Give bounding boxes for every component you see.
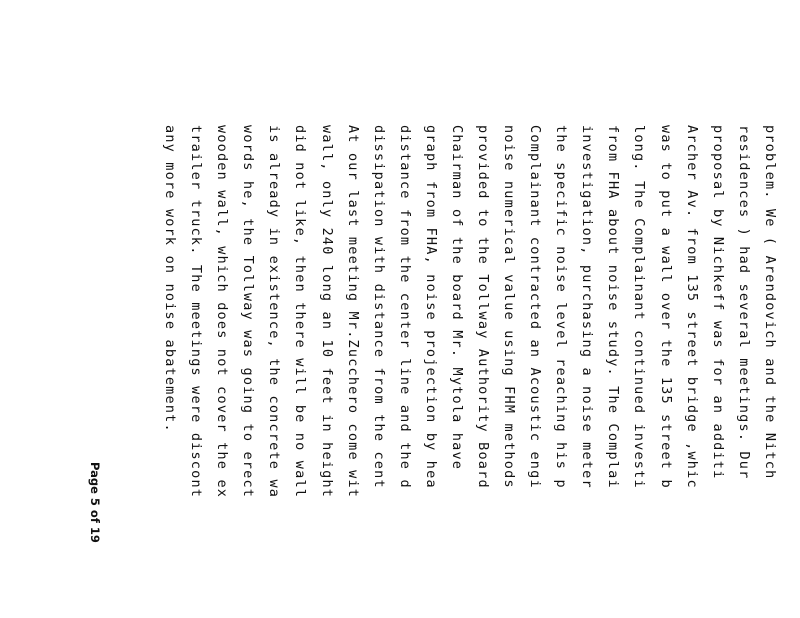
text-line: Complainant contracted an Acoustic engi	[527, 125, 543, 489]
text-line: words he, the Tollway was going to erect	[240, 125, 256, 499]
text-line: was to put a wall over the 135 street b	[658, 125, 674, 489]
text-line: wall, only 240 long an 10 feet in height	[319, 125, 335, 499]
text-line: did not like, then there will be no wall	[292, 125, 308, 499]
text-line: investigation, purchasing a noise meter	[579, 125, 595, 489]
text-line: proposal by Nichkeff was for an additi	[710, 125, 726, 480]
text-line: Chairman of the board Mr. Mytola have	[449, 125, 465, 471]
text-line: any more work on noise abatement.	[162, 125, 178, 433]
text-line: the specific noise level reaching his p	[553, 125, 569, 489]
text-line: from FHA about noise study. The Complai	[605, 125, 621, 489]
text-line: Archer Av. from 135 street bridge ,whic	[684, 125, 700, 489]
text-line: graph from FHA, noise projection by hea	[423, 125, 439, 489]
text-line: problem. We ( Arendovich and the Nitch	[762, 125, 778, 480]
text-line: trailer truck. The meetings were discont	[188, 125, 204, 499]
text-line: dissipation with distance from the cent	[371, 125, 387, 489]
text-line: distance from the center line and the d	[397, 125, 413, 489]
text-line: long. The Complainant continued investi	[631, 125, 647, 489]
text-line: At our last meeting Mr.Zucchero come wit	[345, 125, 361, 499]
text-line: noise numerical value using FHM methods	[501, 125, 517, 489]
text-line: residences ) had several meetings. Dur	[736, 125, 752, 480]
page-number: Page 5 of 19	[88, 462, 102, 543]
text-line: is already in existence, the concrete wa	[266, 125, 282, 499]
text-line: wooden wall, which does not cover the ex	[214, 125, 230, 499]
text-line: provided to the Tollway Authority Board	[475, 125, 491, 489]
